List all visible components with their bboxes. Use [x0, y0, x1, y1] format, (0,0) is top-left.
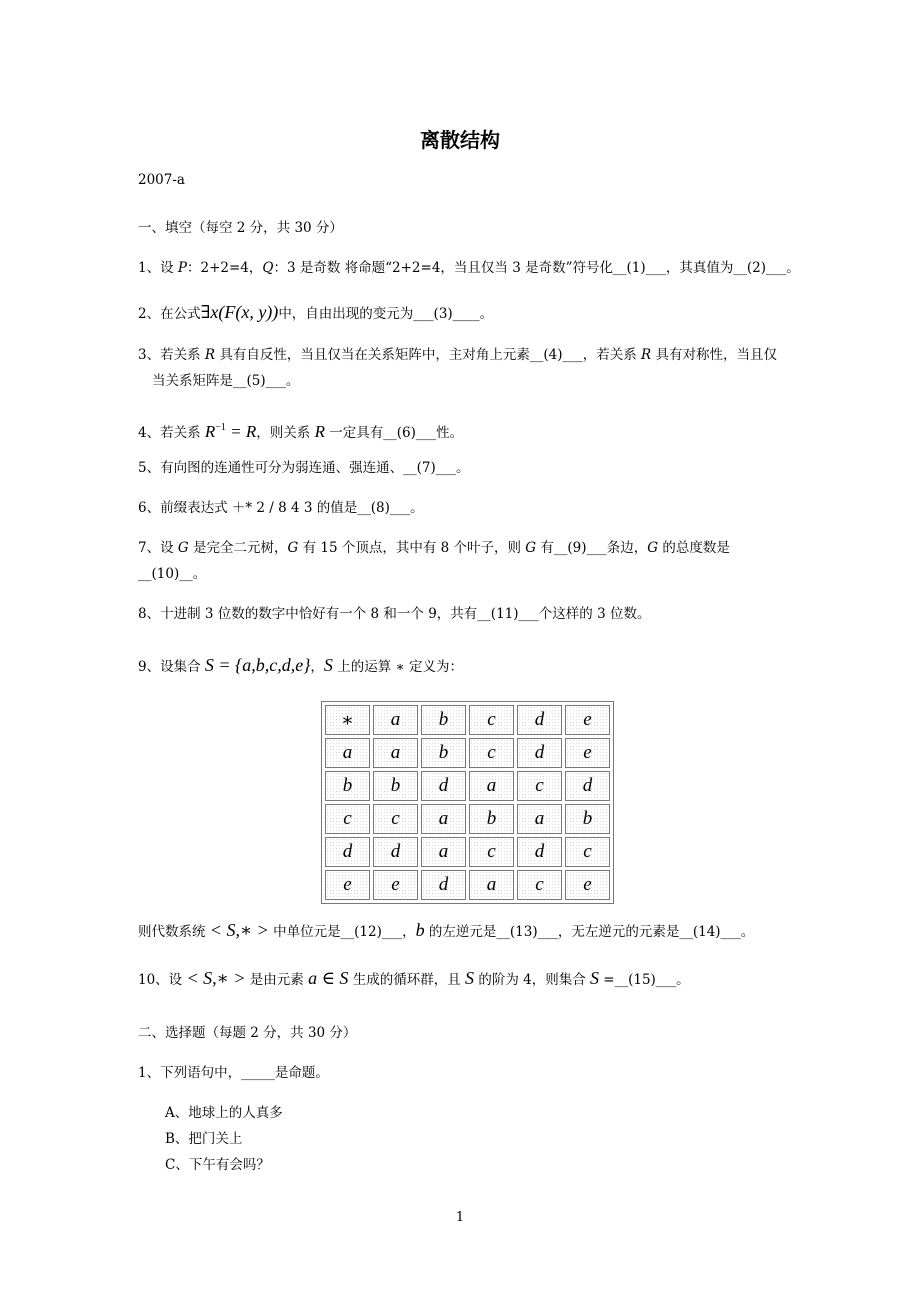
table-cell: a: [373, 705, 418, 735]
table-cell: e: [565, 870, 610, 900]
table-cell: d: [517, 705, 562, 735]
table-cell: d: [373, 837, 418, 867]
table-cell: a: [421, 804, 466, 834]
table-cell: c: [373, 804, 418, 834]
question-1-1: 1、设 P：2+2=4，Q：3 是奇数 将命题“2+2=4，当且仅当 3 是奇数”符号化__(1)___，其真值为__(2)___。: [138, 260, 800, 276]
table-row: [325, 804, 610, 834]
table-row: [325, 771, 610, 801]
option-c: C、下午有会吗？: [165, 1157, 270, 1173]
option-a: A、地球上的人真多: [165, 1105, 283, 1121]
table-row: [325, 837, 610, 867]
table-cell: b: [421, 738, 466, 768]
table-cell: a: [373, 738, 418, 768]
question-1-3-cont: 当关系矩阵是__(5)___。: [152, 373, 300, 389]
table-cell: a: [325, 738, 370, 768]
question-1-9: 9、设集合 S = {a,b,c,d,e}，S 上的运算 ∗ 定义为：: [138, 655, 463, 675]
page-number: 1: [455, 1210, 465, 1225]
table-cell: a: [421, 837, 466, 867]
question-1-5: 5、有向图的连通性可分为弱连通、强连通、__(7)___。: [138, 460, 470, 476]
table-row: [325, 870, 610, 900]
question-1-2: 2、在公式∃x(F(x, y))中，自由出现的变元为___(3)____。: [138, 302, 494, 322]
year-label: 2007-a: [138, 172, 185, 188]
table-cell: ∗: [325, 705, 370, 735]
table-cell: c: [469, 705, 514, 735]
table-cell: c: [565, 837, 610, 867]
question-1-4: 4、若关系 $R^{-1} = R$，则关系 R 一定具有__(6)___性。: [138, 422, 464, 441]
question-1-9-after: 则代数系统 < S,∗ > 中单位元是__(12)___，b 的左逆元是__(13)___，无左逆元的元素是__(14)___。: [138, 920, 755, 940]
table-cell: b: [325, 771, 370, 801]
table-cell: a: [469, 771, 514, 801]
table-cell: b: [421, 705, 466, 735]
question-1-7-cont: __(10)__。: [138, 566, 207, 582]
section2-heading: 二、选择题（每题 2 分，共 30 分）: [138, 1025, 357, 1041]
table-cell: d: [517, 738, 562, 768]
table-cell: a: [469, 870, 514, 900]
table-cell: a: [517, 804, 562, 834]
question-1-10: 10、设 < S,∗ > 是由元素 a ∈ S 生成的循环群，且 S 的阶为 4，则集合 S =__(15)___。: [138, 968, 690, 988]
table-cell: e: [565, 738, 610, 768]
table-cell: e: [373, 870, 418, 900]
table-cell: c: [517, 870, 562, 900]
table-row: [325, 738, 610, 768]
table-cell: d: [517, 837, 562, 867]
table-cell: e: [565, 705, 610, 735]
table-cell: c: [325, 804, 370, 834]
table-cell: d: [565, 771, 610, 801]
page-title: 离散结构: [420, 128, 500, 152]
table-cell: e: [325, 870, 370, 900]
question-1-3: 3、若关系 R 具有自反性，当且仅当在关系矩阵中，主对角上元素__(4)___，若关系 R 具有对称性，当且仅: [138, 347, 777, 363]
section1-heading: 一、填空（每空 2 分，共 30 分）: [138, 220, 343, 236]
table-cell: b: [373, 771, 418, 801]
table-cell: c: [469, 738, 514, 768]
operation-table: [321, 701, 614, 904]
table-cell: b: [469, 804, 514, 834]
table-cell: d: [421, 771, 466, 801]
table-row: [325, 705, 610, 735]
table-cell: d: [421, 870, 466, 900]
table-cell: c: [517, 771, 562, 801]
table-cell: c: [469, 837, 514, 867]
question-1-7: 7、设 G 是完全二元树，G 有 15 个顶点，其中有 8 个叶子，则 G 有__(9)___条边，G 的总度数是: [138, 540, 730, 556]
table-cell: d: [325, 837, 370, 867]
question-1-6: 6、前缀表达式 ＋* 2 / 8 4 3 的值是__(8)___。: [138, 500, 424, 516]
formula: ∃x(F(x, y)): [200, 302, 279, 322]
option-b: B、把门关上: [165, 1131, 243, 1147]
question-1-8: 8、十进制 3 位数的数字中恰好有一个 8 和一个 9，共有__(11)___个这样的 3 位数。: [138, 606, 651, 622]
table-cell: b: [565, 804, 610, 834]
question-2-1: 1、下列语句中，_____是命题。: [138, 1065, 329, 1081]
